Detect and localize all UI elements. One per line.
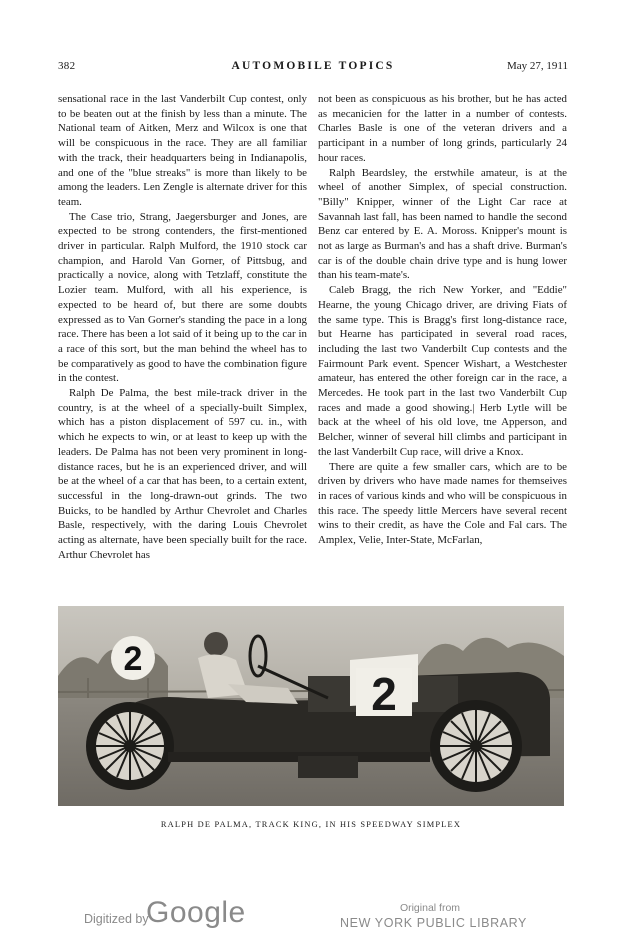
publication-title: AUTOMOBILE TOPICS (231, 60, 395, 72)
paragraph: not been as conspicuous as his brother, but he has acted as mecanicien for the latter in a number of contests. Charles Basle is one of the veteran drivers and a participant in a number of long grinds, particularly 24 hour races. (318, 93, 567, 164)
library-name: NEW YORK PUBLIC LIBRARY (340, 916, 527, 930)
google-logo: Google (146, 896, 246, 929)
paragraph: Ralph Beardsley, the erstwhile amateur, is at the wheel of another Simplex, of special construction. "Billy" Knipper, winner of the Light Car race at Savannah last fall, has been named to handle the second Benz car entered by E. A. Moross. Knipper's mount is not as large as Burman's and has a shaft drive. Burman's car is of the double chain drive type and is hung lower than his team-mate's. (318, 166, 567, 282)
left-column (58, 92, 307, 563)
paragraph: There are quite a few smaller cars, which are to be driven by drivers who have made names for themseives in races of various kinds and who will be conspicuous in this race. The speedy little Mercers have several recent wins to their credit, as have the Cole and Fal cars. The Amplex, Velie, Inter-State, McFarlan, (318, 460, 567, 547)
page-header (58, 60, 568, 76)
library-attribution (340, 902, 527, 930)
paragraph: Caleb Bragg, the rich New Yorker, and "Eddie" Hearne, the young Chicago driver, are driving Fiats of the same type. This is Bragg's first long-distance race, but Hearne has participated in several road races, including the last two Vanderbilt Cup contests and the Fairmount Park event. Spencer Wishart, a Westchester amateur, has entered the other foreign car in the race, a Mercedes. He took part in the last two Vanderbilt Cup races and made a good showing.| Herb Lytle will be back at the wheel of his old love, tne Apperson, and Belcher, winner of several hill climbs and participant in the last Vanderbilt Cup race, will drive a Knox. (318, 284, 567, 458)
car-number-side: 2 (371, 668, 397, 720)
page-number: 382 (58, 60, 76, 72)
paragraph: Ralph De Palma, the best mile-track driver in the country, is at the wheel of a specially-built Simplex, which has a piston displacement of 597 cu. in., with which he expects to win, or at least to keep up with the leaders. De Palma has not been very prominent in long-distance races, but he is an experienced driver, and will be at the wheel of a car that has been, to a certain extent, successful in the long-drawn-out grinds. The two Buicks, to be handled by Arthur Chevrolet and Charles Basle, respectively, with the daring Louis Chevrolet acting as alternate, have been specially built for the race. Arthur Chevrolet has (58, 387, 307, 561)
rear-wheel (430, 700, 522, 792)
paragraph: The Case trio, Strang, Jaegersburger and Jones, are expected to be strong contenders, the first-mentioned driver in particular. Ralph Mulford, the 1910 stock car champion, and Harold Van Gorner, of Pittsbug, and practically a novice, along with Tetzlaff, constitute the Lozier team. Mulford, with all his experience, is expected to be heard of, but there are some doubts expressed as to Van Gorner's standing the pace in a long race. There has been a lot said of it being up to the car in a race of this sort, but the man behind the wheel has to be comparatively as good to have the combination figure in the contest. (58, 210, 307, 385)
front-wheel (86, 702, 174, 790)
car-number-front: 2 (123, 640, 143, 678)
original-from-label: Original from (399, 902, 461, 914)
right-column (318, 92, 567, 548)
race-car-photo (58, 606, 564, 806)
digitized-by-label: Digitized by (84, 912, 149, 926)
photo-caption: RALPH DE PALMA, TRACK KING, IN HIS SPEEDWAY SIMPLEX (160, 820, 462, 829)
paragraph: sensational race in the last Vanderbilt Cup contest, only to be beaten out at the finish by less than a minute. The National team of Aitken, Merz and Wilcox is one that will be conspicuous in the race. They are all familiar with the track, their headquarters being in Indianapolis, and one of the "blue streaks" is more than likely to be among the leaders. Len Zengle is alternate driver for this team. (58, 93, 307, 208)
issue-date: May 27, 1911 (506, 60, 568, 72)
